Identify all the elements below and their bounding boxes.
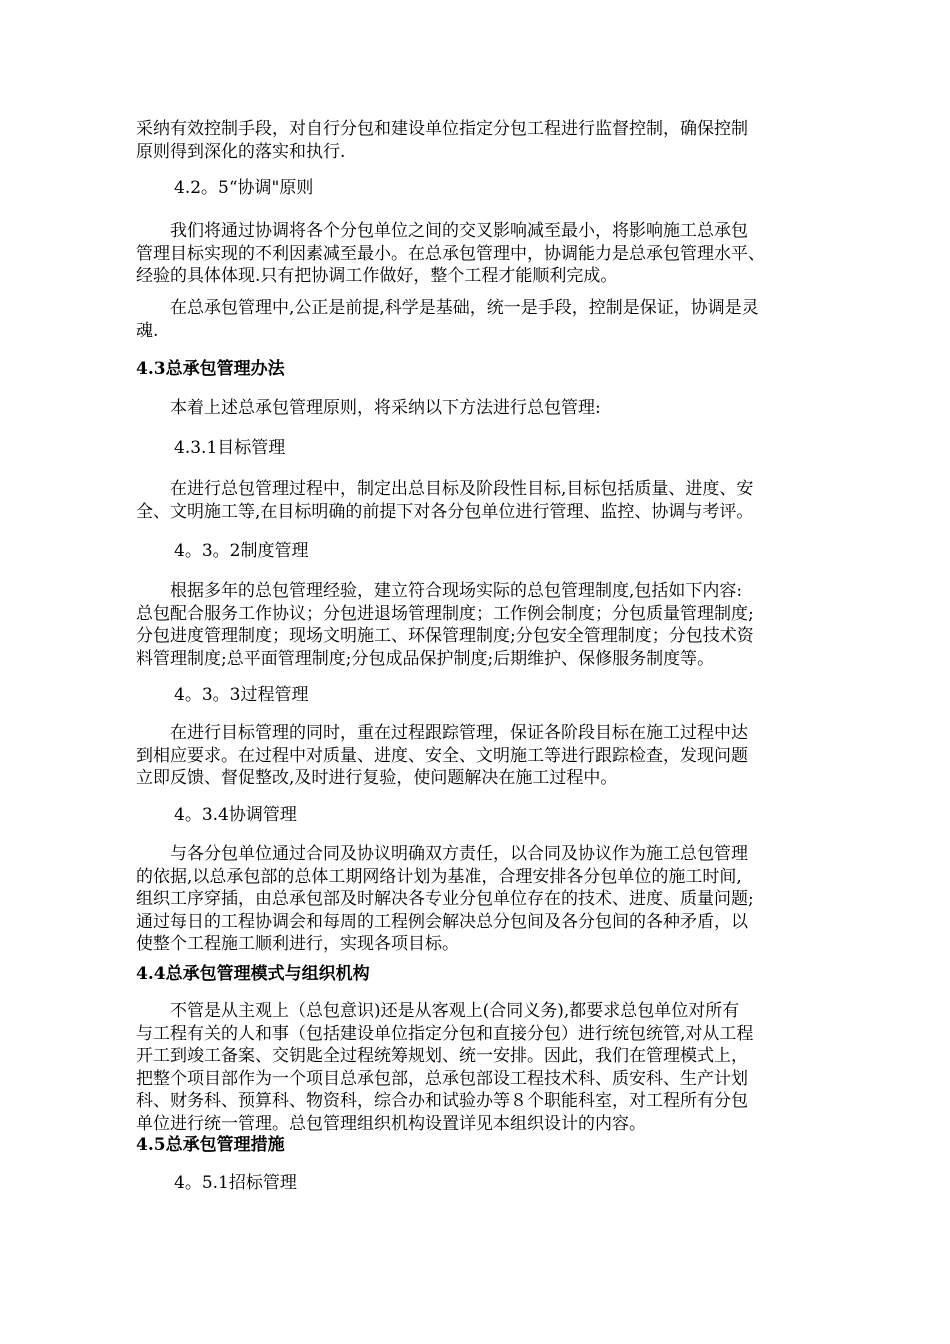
text-line: 经验的具体体现.只有把协调工作做好，整个工程才能顺利完成。 bbox=[136, 266, 618, 286]
paragraph-summary bbox=[136, 297, 838, 342]
text-line: 根据多年的总包管理经验，建立符合现场实际的总包管理制度,包括如下内容: bbox=[136, 581, 743, 601]
text-line: 全、文明施工等,在目标明确的前提下对各分包单位进行管理、监控、协调与考评。 bbox=[136, 501, 754, 522]
text-line: 与工程有关的人和事（包括建设单位指定分包和直接分包）进行统包统管,对从工程 bbox=[136, 1023, 754, 1044]
paragraph-4-3-3 bbox=[136, 722, 838, 790]
text-line: 科、财务科、预算科、物资科，综合办和试验办等８个职能科室，对工程所有分包 bbox=[136, 1091, 748, 1111]
subheading-4-5-1: 4。5.1招标管理 bbox=[174, 1173, 297, 1193]
subheading-4-3-4: 4。3.4协调管理 bbox=[174, 805, 297, 825]
text-line: 开工到竣工备案、交钥匙全过程统筹规划、统一安排。因此，我们在管理模式上， bbox=[136, 1046, 748, 1066]
text-line: 魂. bbox=[136, 320, 159, 341]
subheading-4-3-3: 4。3。3过程管理 bbox=[174, 685, 309, 705]
text-line: 组织工序穿插，由总承包部及时解决各专业分包单位存在的技术、进度、质量问题; bbox=[136, 889, 754, 909]
text-line: 与各分包单位通过合同及协议明确双方责任，以合同及协议作为施工总包管理 bbox=[136, 844, 748, 864]
paragraph-intro bbox=[136, 118, 838, 163]
heading-4-5: 4.5总承包管理措施 bbox=[136, 1135, 285, 1155]
text-line: 分包进度管理制度；现场文明施工、环保管理制度;分包安全管理制度；分包技术资 bbox=[136, 626, 754, 646]
text-line: 立即反馈、督促整改,及时进行复验，使问题解决在施工过程中。 bbox=[136, 768, 618, 788]
subheading-4-3-1: 4.3.1目标管理 bbox=[174, 438, 286, 458]
paragraph-4-3 bbox=[136, 397, 838, 420]
text-line: 到相应要求。在过程中对质量、进度、安全、文明施工等进行跟踪检查，发现问题 bbox=[136, 745, 748, 766]
paragraph-coordination bbox=[136, 220, 838, 288]
heading-4-4: 4.4总承包管理模式与组织机构 bbox=[136, 964, 370, 984]
paragraph-4-3-1 bbox=[136, 478, 838, 523]
text-line: 我们将通过协调将各个分包单位之间的交叉影响减至最小，将影响施工总承包 bbox=[136, 221, 748, 241]
text-line: 本着上述总承包管理原则，将采纳以下方法进行总包管理: bbox=[136, 398, 601, 418]
text-line: 采纳有效控制手段，对自行分包和建设单位指定分包工程进行监督控制，确保控制 bbox=[136, 119, 748, 139]
subheading-4-2-5: 4.2。5“协调"原则 bbox=[174, 178, 314, 198]
text-line: 把整个项目部作为一个项目总承包部，总承包部设工程技术科、质安科、生产计划 bbox=[136, 1068, 748, 1089]
heading-4-3: 4.3总承包管理办法 bbox=[136, 359, 285, 379]
text-line: 原则得到深化的落实和执行. bbox=[136, 141, 346, 162]
text-line: 料管理制度;总平面管理制度;分包成品保护制度;后期维护、保修服务制度等。 bbox=[136, 648, 715, 669]
text-line: 的依据,以总承包部的总体工期网络计划为基准，合理安排各分包单位的施工时间, bbox=[136, 866, 742, 887]
paragraph-4-4 bbox=[136, 1000, 838, 1135]
text-line: 通过每日的工程协调会和每周的工程例会解决总分包间及各分包间的各种矛盾，以 bbox=[136, 911, 748, 932]
text-line: 在总承包管理中,公正是前提,科学是基础，统一是手段，控制是保证，协调是灵 bbox=[136, 298, 759, 318]
text-line: 总包配合服务工作协议；分包进退场管理制度；工作例会制度；分包质量管理制度; bbox=[136, 603, 754, 624]
text-line: 不管是从主观上（总包意识)还是从客观上(合同义务),都要求总包单位对所有 bbox=[136, 1001, 740, 1021]
text-line: 在进行总包管理过程中，制定出总目标及阶段性目标,目标包括质量、进度、安 bbox=[136, 479, 754, 499]
text-line: 使整个工程施工顺利进行，实现各项目标。 bbox=[136, 934, 459, 954]
paragraph-4-3-4 bbox=[136, 843, 838, 956]
subheading-4-3-2: 4。3。2制度管理 bbox=[174, 541, 309, 561]
text-line: 单位进行统一管理。总包管理组织机构设置详见本组织设计的内容。 bbox=[136, 1113, 646, 1134]
paragraph-4-3-2 bbox=[136, 580, 838, 670]
text-line: 管理目标实现的不利因素减至最小。在总承包管理中，协调能力是总承包管理水平、 bbox=[136, 243, 765, 264]
text-line: 在进行目标管理的同时，重在过程跟踪管理，保证各阶段目标在施工过程中达 bbox=[136, 723, 748, 743]
